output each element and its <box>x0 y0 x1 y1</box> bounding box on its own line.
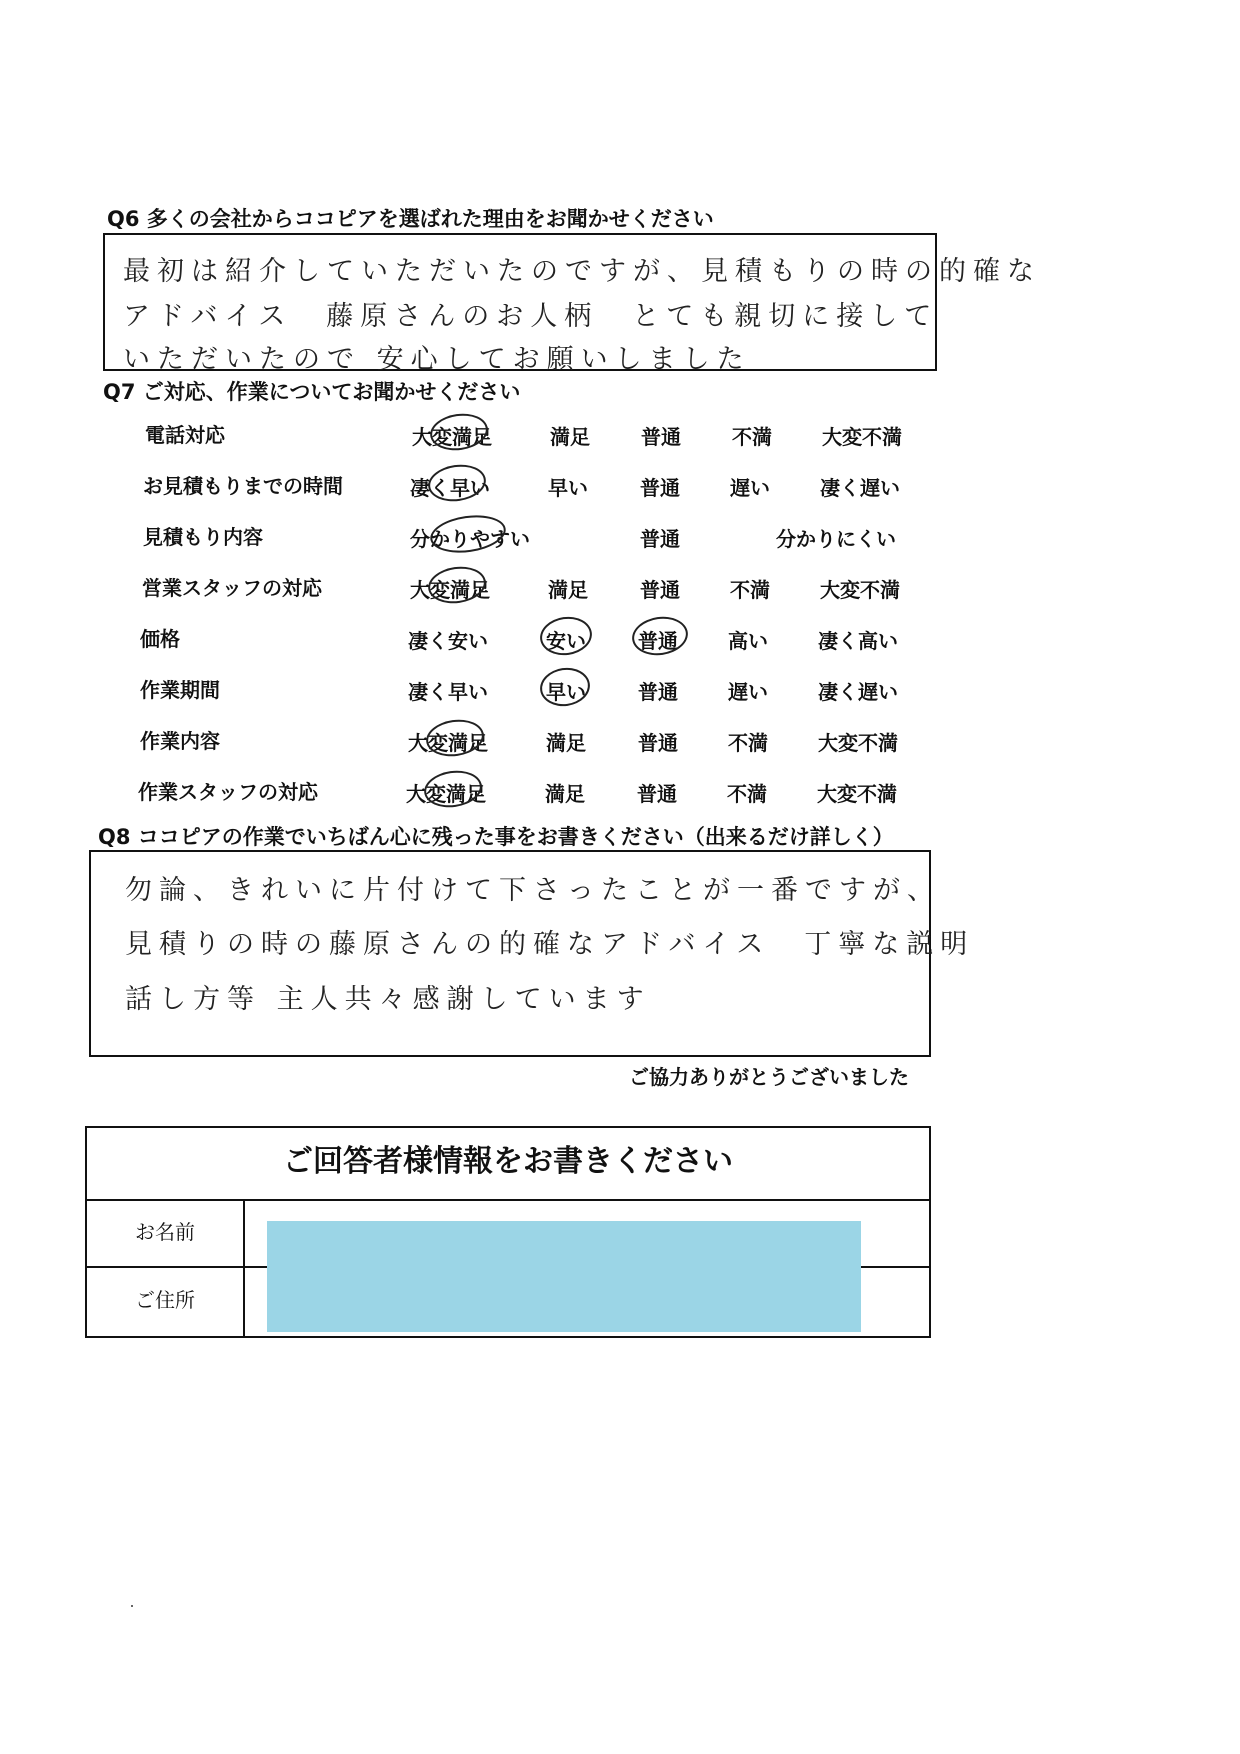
redaction-block <box>267 1221 861 1332</box>
phone-option-satisfied[interactable]: 満足 <box>550 425 590 449</box>
estimate-time-option-slow[interactable]: 遅い <box>730 476 770 500</box>
work-content-option-normal[interactable]: 普通 <box>638 731 678 755</box>
work-staff-option-satisfied[interactable]: 満足 <box>545 782 585 806</box>
row-label-work-content: 作業内容 <box>140 729 220 753</box>
q6-answer-box <box>103 233 1041 375</box>
q6-answer-line-3: いただいたので 安心してお願いしました <box>123 344 751 375</box>
phone-option-dissatisfied[interactable]: 不満 <box>732 425 772 449</box>
work-period-option-very-slow[interactable]: 凄く遅い <box>818 680 898 704</box>
thanks-message: ご協力ありがとうございました <box>629 1065 909 1089</box>
work-staff-option-very-satisfied[interactable]: 大変満足 <box>406 782 486 806</box>
row-label-estimate-time: お見積もりまでの時間 <box>143 474 343 498</box>
work-period-option-very-fast[interactable]: 凄く早い <box>408 680 488 704</box>
work-period-option-slow[interactable]: 遅い <box>728 680 768 704</box>
q6-answer-line-1: 最初は紹介していただいたのですが、見積もりの時の的確な <box>123 256 1041 287</box>
row-label-estimate-content: 見積もり内容 <box>143 525 263 549</box>
q6-heading: Q6 多くの会社からココピアを選ばれた理由をお聞かせください <box>107 207 714 231</box>
work-period-option-fast[interactable]: 早い <box>546 680 586 704</box>
price-option-very-expensive[interactable]: 凄く高い <box>818 629 898 653</box>
q8-answer-box <box>89 850 975 1057</box>
sales-staff-option-dissatisfied[interactable]: 不満 <box>730 578 770 602</box>
q6-answer-line-2: アドバイス 藤原さんのお人柄 とても親切に接して <box>123 301 939 332</box>
q7-heading: Q7 ご対応、作業についてお聞かせください <box>103 380 521 404</box>
sales-staff-option-normal[interactable]: 普通 <box>640 578 680 602</box>
row-label-work-period: 作業期間 <box>140 678 220 702</box>
estimate-content-option-hard[interactable]: 分かりにくい <box>776 527 896 551</box>
respondent-info-title: ご回答者様情報をお書きください <box>87 1128 929 1201</box>
row-label-price: 価格 <box>140 627 180 651</box>
sales-staff-option-very-satisfied[interactable]: 大変満足 <box>410 578 490 602</box>
work-staff-option-normal[interactable]: 普通 <box>637 782 677 806</box>
phone-option-very-dissatisfied[interactable]: 大変不満 <box>822 425 902 449</box>
row-label-sales-staff: 営業スタッフの対応 <box>142 576 322 600</box>
estimate-content-option-normal[interactable]: 普通 <box>640 527 680 551</box>
work-content-option-very-satisfied[interactable]: 大変満足 <box>408 731 488 755</box>
price-option-cheap[interactable]: 安い <box>546 629 586 653</box>
estimate-time-option-very-slow[interactable]: 凄く遅い <box>820 476 900 500</box>
address-label: ご住所 <box>87 1268 245 1336</box>
work-staff-option-dissatisfied[interactable]: 不満 <box>727 782 767 806</box>
work-content-option-dissatisfied[interactable]: 不満 <box>728 731 768 755</box>
scan-speck <box>131 1605 133 1607</box>
phone-option-very-satisfied[interactable]: 大変満足 <box>412 425 492 449</box>
sales-staff-option-satisfied[interactable]: 満足 <box>548 578 588 602</box>
estimate-time-option-very-fast[interactable]: 凄く早い <box>410 476 490 500</box>
q8-heading: Q8 ココピアの作業でいちばん心に残った事をお書きください（出来るだけ詳しく） <box>98 825 894 849</box>
estimate-content-option-easy[interactable]: 分かりやすい <box>410 527 530 551</box>
q8-answer-line-1: 勿論、きれいに片付けて下さったことが一番ですが、 <box>125 875 941 906</box>
price-option-expensive[interactable]: 高い <box>728 629 768 653</box>
work-staff-option-very-dissatisfied[interactable]: 大変不満 <box>817 782 897 806</box>
work-period-option-normal[interactable]: 普通 <box>638 680 678 704</box>
work-content-option-very-dissatisfied[interactable]: 大変不満 <box>818 731 898 755</box>
phone-option-normal[interactable]: 普通 <box>641 425 681 449</box>
estimate-time-option-normal[interactable]: 普通 <box>640 476 680 500</box>
q8-answer-line-2: 見積りの時の藤原さんの的確なアドバイス 丁寧な説明 <box>125 929 975 960</box>
name-label: お名前 <box>87 1199 245 1266</box>
estimate-time-option-fast[interactable]: 早い <box>548 476 588 500</box>
sales-staff-option-very-dissatisfied[interactable]: 大変不満 <box>820 578 900 602</box>
price-option-very-cheap[interactable]: 凄く安い <box>408 629 488 653</box>
row-label-phone: 電話対応 <box>145 423 225 447</box>
row-label-work-staff: 作業スタッフの対応 <box>138 780 318 804</box>
price-option-normal[interactable]: 普通 <box>638 629 678 653</box>
q8-answer-line-3: 話し方等 主人共々感謝しています <box>125 984 651 1015</box>
work-content-option-satisfied[interactable]: 満足 <box>546 731 586 755</box>
